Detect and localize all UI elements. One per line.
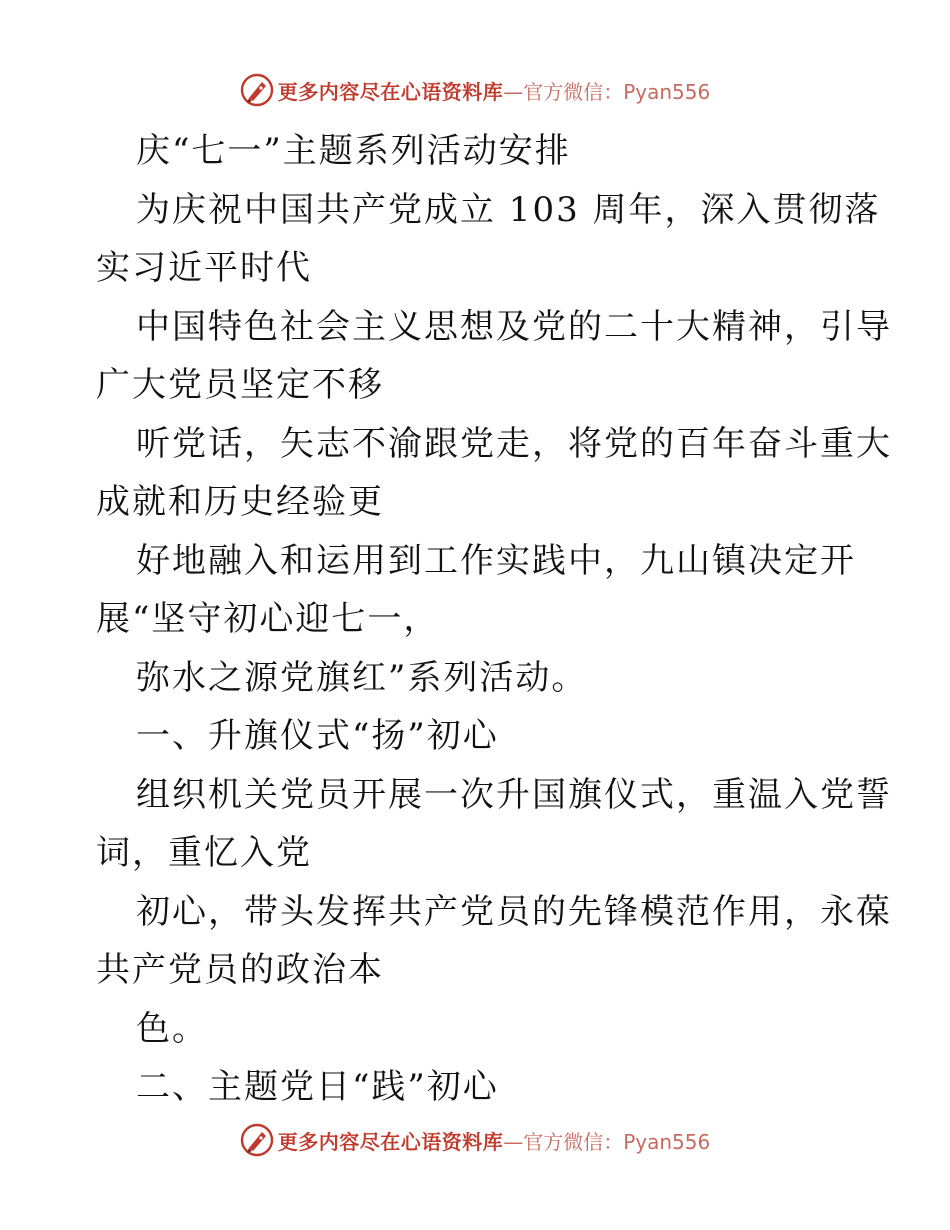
watermark-text: 更多内容尽在心语资料库 — [277, 1129, 504, 1154]
paragraph-line: 弥水之源党旗红”系列活动。 — [136, 657, 588, 698]
paragraph-line: 听党话，矢志不渝跟党走，将党的百年奋斗重大 — [136, 423, 892, 464]
paragraph-line: 好地融入和运用到工作实践中，九山镇决定开 — [136, 540, 856, 581]
footer-watermark-banner — [0, 1120, 950, 1160]
section-heading: 一、升旗仪式“扬”初心 — [136, 716, 499, 756]
paragraph-line: 中国特色社会主义思想及党的二十大精神，引导 — [136, 306, 892, 347]
watermark-wechat: —官方微信：Pyan556 — [503, 1129, 711, 1154]
paragraph-line: 组织机关党员开展一次升国旗仪式，重温入党誓 — [136, 774, 892, 815]
paragraph-line: 成就和历史经验更 — [96, 482, 384, 522]
header-watermark-banner — [0, 70, 950, 110]
pen-logo-icon — [240, 73, 274, 107]
paragraph-line: 色。 — [136, 1008, 208, 1049]
document-body — [96, 122, 892, 1117]
watermark-wechat: —官方微信：Pyan556 — [503, 79, 711, 104]
section-heading: 二、主题党日“践”初心 — [136, 1067, 499, 1107]
watermark-text: 更多内容尽在心语资料库 — [277, 79, 504, 104]
paragraph-line: 初心，带头发挥共产党员的先锋模范作用，永葆 — [136, 891, 892, 932]
paragraph-line: 实习近平时代 — [96, 248, 312, 288]
document-title: 庆“七一”主题系列活动安排 — [136, 131, 571, 171]
paragraph-line: 词，重忆入党 — [96, 833, 312, 873]
paragraph-line: 共产党员的政治本 — [96, 950, 384, 990]
paragraph-line: 展“坚守初心迎七一， — [96, 599, 440, 639]
paragraph-line: 为庆祝中国共产党成立 103 周年，深入贯彻落 — [136, 189, 881, 230]
pen-logo-icon — [240, 1123, 274, 1157]
paragraph-line: 广大党员坚定不移 — [96, 365, 384, 405]
